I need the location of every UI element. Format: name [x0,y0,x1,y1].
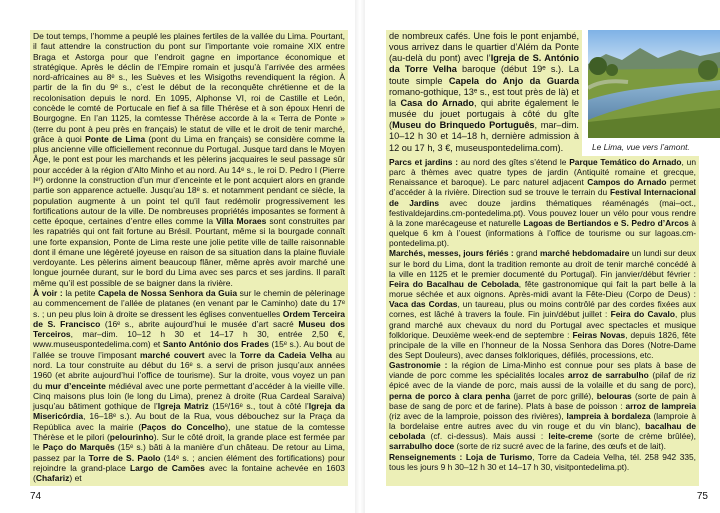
river-landscape-image [588,30,720,138]
right-page-top-text: de nombreux cafés. Une fois le pont enjambé, vous arrivez dans le quartier d’Além da Ponte (au-delà du pont) avec l’Igreja de S. António da Torre Velha baroque (début 19ᵉ s.). La toute simple Capela do Anjo da Guarda romano-gothique, 13ᵉ s., est tout près de là) et la Casa do Arnado, qui abrite également le musée du jouet portugais à côté du gîte (Museu do Brinquedo Português, mar–dim. 10–12 h 30 et 14–18 h, dernière admission à 12 ou 17 h, 3 €, museuspontedelima.com). [389,31,579,153]
left-page-text: De tout temps, l’homme a peuplé les plaines fertiles de la vallée du Lima. Pourtant, il faut attendre la construction du pont sur l’importante voie romaine XIX entre Braga et Astorga pour que l’endroit gagne en importance économique et stratégique. Après le déclin de l’Empire romain et jusqu’à l’arrivée des armées nord-africaines au 8ᵉ s., les Suèves et les Wisigoths revendiquent la région. À partir de la fin du 9ᵉ s., c’est le début de la reconquête chrétienne et de la recolonisation depuis le nord. En 1095, Alphonse VI, roi de Castille et León, concède le comté de Portucale en fief à sa fille Thérèse et à son époux Henri de Bourgogne. En l’an 1125, la comtesse Thérèse accorde à la « Terra de Ponte » (terre du pont à peu près en français) le statut de ville et le droit de tenir marché, grâce à quoi Ponte de Lima (pont du Lima en français) se considère comme la plus ancienne ville officiellement reconnue du Portugal. Jusque tard dans le Moyen Âge, le pont est pour les marchands et les pèlerins jacquaires le seul passage sûr pour accéder à la région d’Alto Minho et au nord. Au 14ᵉ s., le roi D. Pedro I (Pierre Iᵉʳ) ordonne la construction d’un mur d’enceinte et le pont acquiert alors en grande partie son apparence actuelle. Jusqu’au 18ᵉ s. et notamment pendant ce siècle, la population augmente à un point tel qu’il faut redémolir progressivement les fortifications autour de la ville. De nombreuses propriétés imposantes se forment à cette époque, certaines d’entre elles comme la Villa Moraes sont construites par les rapatriés qui ont fait fortune au Brésil. Pourtant, même si la bourgade connaît une forte expansion, Ponte de Lima reste une jolie petite ville de taille raisonnable dont il émane une légèreté joyeuse en raison de sa situation dans la plaine fluviale verdoyante. Les pèlerins aiment beaucoup flâner, même après avoir marché une longue journée durant, sur le bord du Lima avec ses parcs et ses jardins. Il paraît même qu’il est possible de se baigner dans la rivière. À voir : la petite Capela de Nossa Senhora da Guia sur le chemin de pèlerinage au commencement de l’allée de platanes (en venant par le Caminho) date du 17ᵉ s. ; un peu plus loin à droite se dressent les églises conventuelles Ordem Terceira de S. Francisco (16ᵉ s., abrite aujourd’hui le musée d’art sacré Museu dos Terceiros, mar–dim. 10–12 h 30 et 14–17 h 30, entrée 2,50 €, www.museuspontedelima.com) et Santo António dos Frades (15ᵉ s.). Au bout de l’allée se trouve l’imposant marché couvert avec la Torre da Cadeia Velha au nord. La tour construite au début du 16ᵉ s. a servi de prison jusqu’aux années 1960 (et abrite aujourd’hui l’office de tourisme). Sur la droite, vous voyez un pan du mur d’enceinte médiéval avec une porte permettant d’accéder à la vieille ville. Cinq maisons plus loin (le long du Lima), prenez à droite (Rua Cardeal Saraiva) jusqu’au bâtiment gothique de l’Igreja Matriz (15ᵉ/16ᵉ s., tout à côté l’Igreja da Misericórdia, 16–18ᵉ s.). Au bout de la Rua, vous débouchez sur la Praça da República avec la mairie (Paços do Concelho), une statue de la comtesse Thérèse et le pilori (pelourinho). Sur le côté droit, la grande place est fermée par le Paço do Marquês (15ᵉ s.) bâti à la manière d’un château. De retour au Lima, passez par la Torre de S. Paolo (14ᵉ s. ; ancien élément des fortifications) pour rejoindre la grand-place Largo de Camões avec la fontaine achevée en 1603 (Chafariz) et [33,31,346,484]
right-top-text-column [386,30,582,156]
book-gutter [355,0,365,513]
right-page-bottom-text: Parcs et jardins : au nord des gîtes s’étend le Parque Temático do Arnado, un parc à thèmes avec quatre types de jardin (Antiquité romaine et grecque, Renaissance et baroque). Le parc naturel adjacent Campos do Arnado permet d’accéder à la rivière. Direction sud se trouve le terrain du Festival Internacional de Jardins avec douze jardins thématiques réaménagés (mai–oct., festivaldejardins.cm-pontedelima.pt). Vous pouvez louer un vélo pour vous rendre à la zone marécageuse et naturelle Lagoas de Bertiandos e S. Pedro d’Arcos à quelque 6 km à l’ouest (informations à l’office de tourisme ou sur lagoas.cm-pontedelima.pt). Marchés, messes, jours fériés : grand marché hebdomadaire un lundi sur deux sur le bord du Lima, dont la tradition remonte au droit de tenir marché concédé à la ville en 1125 et le premier documenté du Portugal). Fin janvier/début février : Feira do Bacalhau de Cebolada, fête gastronomique qui fait la part belle à la morue séchée et aux oignons. Après-midi avant la Fête-Dieu (Corpo de Deus) : Vaca das Cordas, un taureau, plus ou moins contrôlé par des cordes fixées aux cornes, est lâché à travers la foule. Fin juin/début juillet : Feira do Cavalo, plus grand marché aux chevaux du nord du Portugal avec spectacles et musique folklorique. Deuxième week-end de septembre : Feiras Novas, depuis 1826, fête principale de la ville en l’honneur de la Nossa Senhora das Dores (Notre-Dame des Sept Douleurs), avec danses folkloriques, défilés, processions, etc. Gastronomie : la région de Lima-Minho est connue pour ses plats à base de viande de porc comme les spécialités locales arroz de sarrabulho (pilaf de riz épicé avec de la viande de porc, mais aussi de la volaille et du sang de porc), perna de porco à clara penha (jarret de porc grillé), belouras (sorte de pain à base de sang de porc et de farine). Plats à base de poisson : arroz de lampreia (riz avec de la lamproie, poisson des rivières), lampreia à bordaleza (lamproie à la bordelaise entre autres avec du vin rouge et du vin blanc), bacalhau de cebolada (cf. ci-dessus). Mais aussi : leite-creme (sorte de crème brûlée), sarrabulho doce (sorte de riz sucré avec de la farine, des œufs et de lait). Renseignements : Loja de Turismo, Torre da Cadeia Velha, tél. 258 942 335, tous les jours 9 h 30–12 h 30 et 14–17 h 30, visitpontedelima.pt). [389,157,697,472]
left-text-column [30,30,348,486]
river-photo [588,30,720,138]
page-number-left: 74 [30,491,42,502]
right-bottom-text-column [386,156,699,486]
right-page [360,0,720,513]
page-number-right: 75 [696,491,708,502]
photo-caption: Le Lima, vue vers l’amont. [592,142,690,152]
